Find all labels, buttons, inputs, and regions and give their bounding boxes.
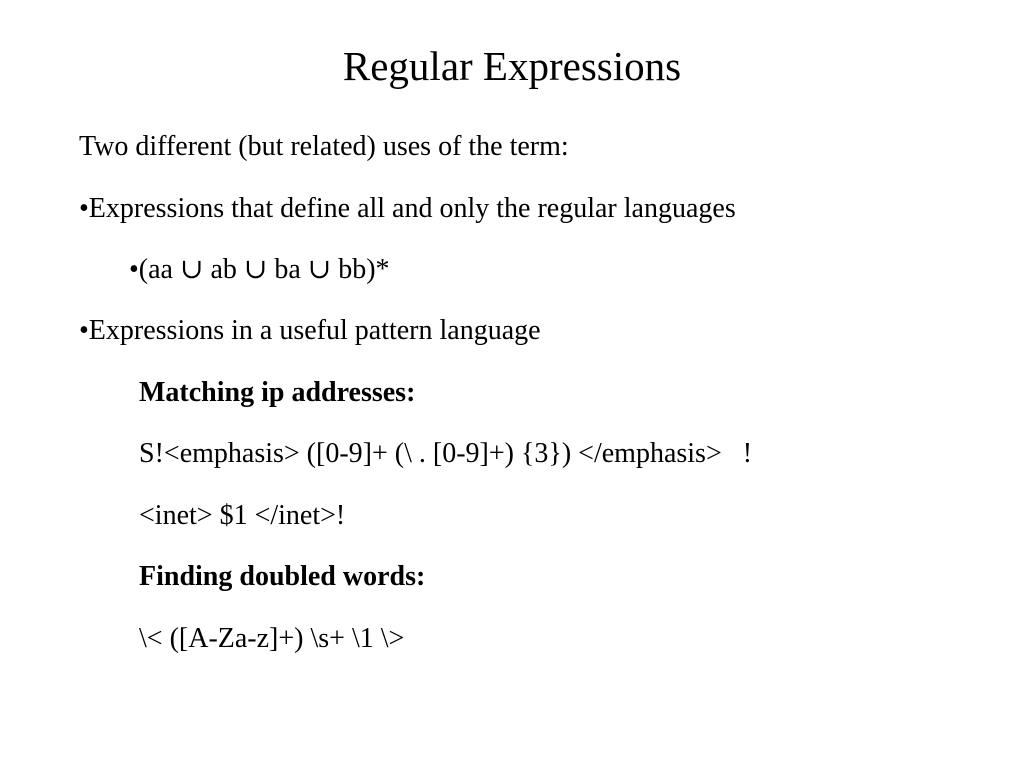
ip-pattern-line-2: <inet> $1 </inet>!	[139, 500, 346, 531]
heading-matching-ip-addresses: Matching ip addresses:	[139, 377, 416, 408]
doubled-words-pattern: \< ([A-Za-z]+) \s+ \1 \>	[139, 623, 405, 654]
ip-pattern-line-1: S!<emphasis> ([0-9]+ (\ . [0-9]+) {3}) </emphasis> !	[139, 438, 753, 469]
bullet-pattern-language: •Expressions in a useful pattern language	[79, 315, 541, 346]
sub-bullet-example-expression: •(aa ∪ ab ∪ ba ∪ bb)*	[129, 254, 390, 285]
slide-title: Regular Expressions	[342, 43, 682, 89]
heading-finding-doubled-words: Finding doubled words:	[139, 561, 426, 592]
bullet-regular-languages: •Expressions that define all and only the regular languages	[79, 193, 736, 224]
intro-text: Two different (but related) uses of the term:	[79, 131, 569, 162]
